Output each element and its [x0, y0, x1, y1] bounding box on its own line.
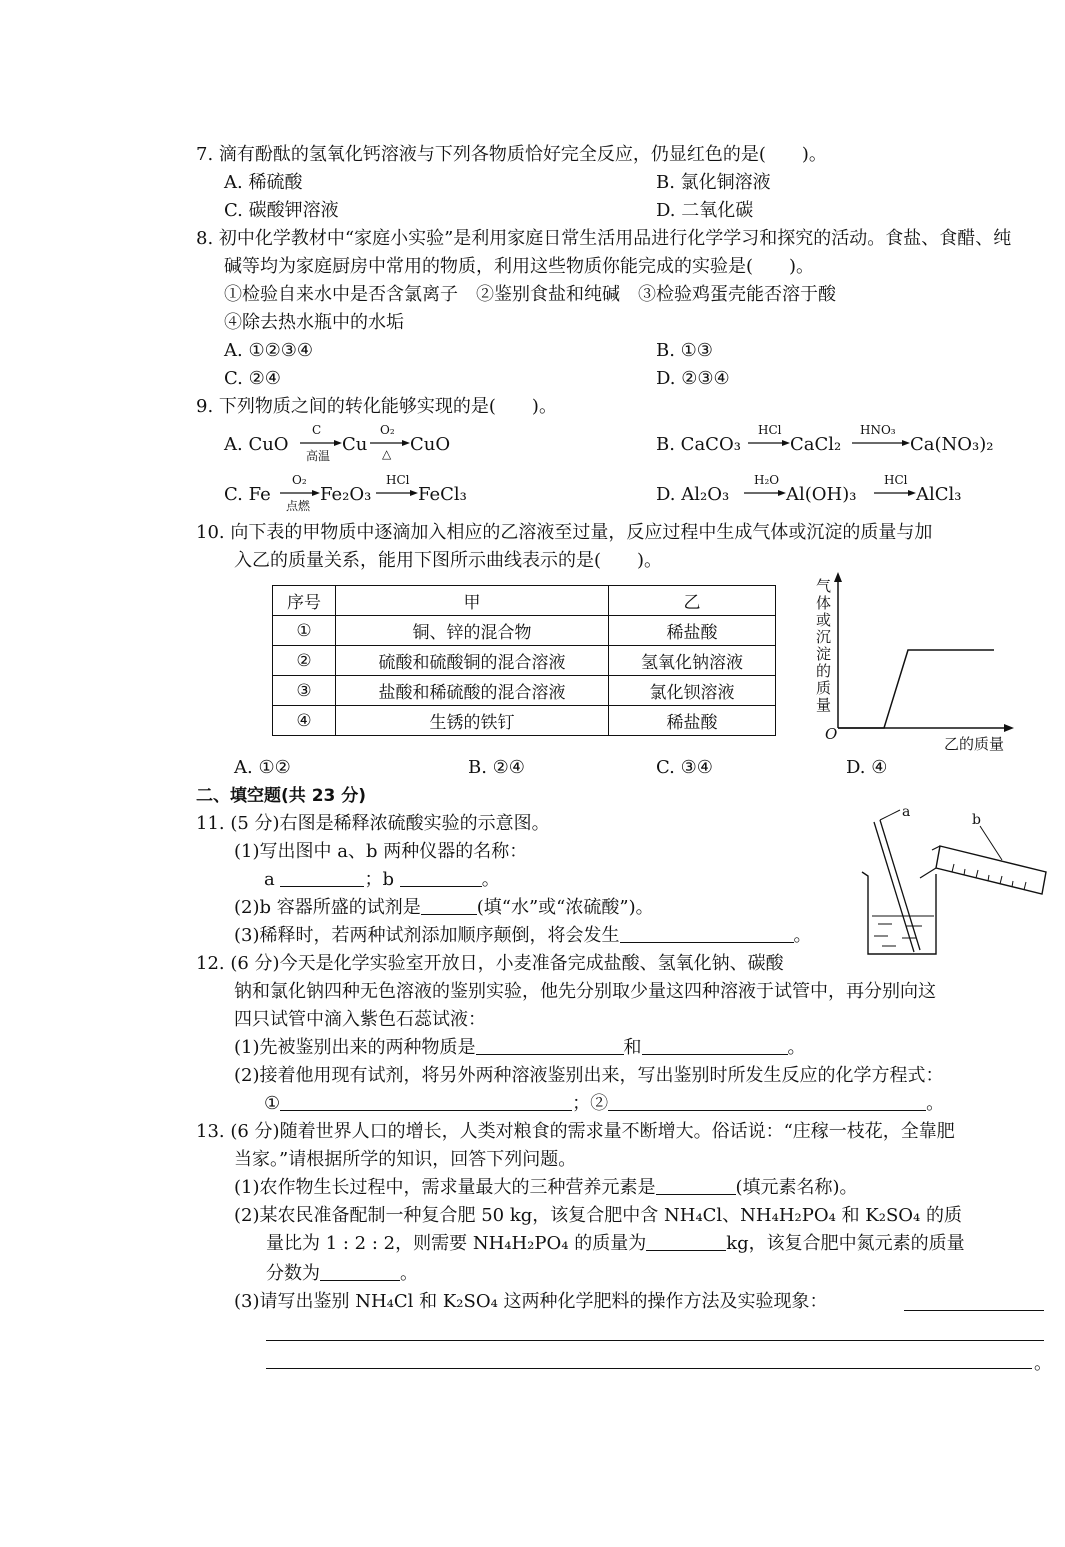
graph-y-label: 气体或沉淀的质量 — [816, 577, 832, 714]
punctuation: 。 — [793, 925, 812, 946]
reaction-arrow-icon — [280, 489, 320, 497]
q7-option-c[interactable]: C. 碳酸钾溶液 — [224, 200, 339, 221]
q11-label-a: a — [264, 869, 275, 890]
q10-option-b[interactable]: B. ②④ — [468, 757, 525, 778]
q9-d-reagent2: HCl — [884, 473, 908, 487]
table-row — [273, 616, 776, 646]
q13-part3: (3)请写出鉴别 NH₄Cl 和 K₂SO₄ 这两种化学肥料的操作方法及实验现象： — [234, 1291, 828, 1312]
answer-blank[interactable] — [476, 1036, 624, 1055]
table-cell: ① — [273, 616, 336, 646]
q9-a-condition1: 高温 — [306, 449, 331, 463]
q9-a-condition2: △ — [382, 447, 392, 461]
q7-option-a[interactable]: A. 稀硫酸 — [224, 172, 303, 193]
q12-stem-line3: 四只试管中滴入紫色石蕊试液： — [234, 1009, 486, 1030]
q9-c-reagent1: O₂ — [292, 473, 307, 487]
q13-part1-text: (1)农作物生长过程中，需求量最大的三种营养元素是 — [234, 1177, 656, 1198]
reaction-arrow-icon — [370, 439, 410, 447]
q8-option-c[interactable]: C. ②④ — [224, 368, 281, 389]
q9-b-end: Ca(NO₃)₂ — [910, 434, 994, 455]
q9-a-label: A. CuO — [224, 434, 289, 455]
answer-blank[interactable] — [646, 1232, 726, 1251]
q9-d-mid: Al(OH)₃ — [786, 484, 857, 505]
q8-option-a[interactable]: A. ①②③④ — [224, 340, 313, 361]
q9-a-reagent1: C — [312, 423, 322, 437]
q9-d-reagent1: H₂O — [754, 473, 780, 487]
q9-b-mid: CaCl₂ — [790, 434, 842, 455]
table-cell: 稀盐酸 — [609, 616, 776, 646]
table-cell: 盐酸和稀硫酸的混合溶液 — [336, 676, 609, 706]
q10-stem-line1: 10. 向下表的甲物质中逐滴加入相应的乙溶液至过量，反应过程中生成气体或沉淀的质量与加 — [196, 522, 933, 543]
answer-blank[interactable] — [320, 1262, 400, 1281]
table-cell: 稀盐酸 — [609, 706, 776, 736]
q9-a-mid: Cu — [342, 434, 368, 455]
q12-part1-text: (1)先被鉴别出来的两种物质是 — [234, 1037, 476, 1058]
table-header: 乙 — [609, 586, 776, 616]
q11-part2-end: (填“水”或“浓硫酸”)。 — [476, 897, 654, 918]
q9-c-reagent2: HCl — [386, 473, 410, 487]
q10-stem-line2: 入乙的质量关系，能用下图所示曲线表示的是( )。 — [234, 550, 663, 571]
q8-option-d[interactable]: D. ②③④ — [656, 368, 730, 389]
table-cell: 铜、锌的混合物 — [336, 616, 609, 646]
q11-part2 — [234, 896, 654, 920]
q8-stem-line1: 8. 初中化学教材中“家庭小实验”是利用家庭日常生活用品进行化学学习和探究的活动。食盐、食醋、纯 — [196, 228, 1012, 249]
table-cell: ② — [273, 646, 336, 676]
q12-stem-line1: 12. (6 分)今天是化学实验室开放日，小麦准备完成盐酸、氢氧化钠、碳酸 — [196, 953, 784, 974]
reaction-arrow-icon — [744, 489, 786, 497]
answer-line[interactable] — [266, 1340, 1044, 1341]
graph-x-label: 乙的质量 — [944, 735, 1005, 753]
q12-stem-line2: 钠和氯化钠四种无色溶液的鉴别实验，他先分别取少量这四种溶液于试管中，再分别向这 — [234, 981, 936, 1002]
punctuation: 。 — [926, 1093, 945, 1114]
answer-blank[interactable] — [421, 896, 477, 915]
q9-c-label: C. Fe — [224, 484, 271, 505]
q13-part2-line2 — [266, 1232, 965, 1256]
q13-part1 — [234, 1176, 858, 1200]
q9-b-reagent2: HNO₃ — [860, 423, 896, 437]
answer-line[interactable] — [904, 1310, 1044, 1311]
q10-option-c[interactable]: C. ③④ — [656, 757, 713, 778]
table-cell: 氯化钡溶液 — [609, 676, 776, 706]
q9-c-mid: Fe₂O₃ — [320, 484, 372, 505]
punctuation: 。 — [787, 1037, 806, 1058]
q9-c-condition1: 点燃 — [286, 499, 311, 513]
q13-stem-line1: 13. (6 分)随着世界人口的增长，人类对粮食的需求量不断增大。俗话说：“庄稼一枝花，全靠肥 — [196, 1121, 955, 1142]
table-header-row — [273, 586, 776, 616]
q10-option-a[interactable]: A. ①② — [234, 757, 291, 778]
q13-part2-text: 量比为 1 : 2 : 2，则需要 NH₄H₂PO₄ 的质量为 — [266, 1233, 647, 1254]
q9-d-label: D. Al₂O₃ — [656, 484, 730, 505]
q11-stem: 11. (5 分)右图是稀释浓硫酸实验的示意图。 — [196, 813, 550, 834]
q11-label-b: ；b — [364, 869, 394, 890]
dilution-apparatus-figure — [852, 804, 1052, 960]
q8-option-b[interactable]: B. ①③ — [656, 340, 713, 361]
q13-part1-end: (填元素名称)。 — [735, 1177, 858, 1198]
graph-origin: O — [825, 725, 838, 743]
q9-stem: 9. 下列物质之间的转化能够实现的是( )。 — [196, 396, 557, 417]
graph-axes — [824, 572, 1014, 736]
reaction-arrow-icon — [874, 489, 916, 497]
graph-curve — [838, 650, 994, 728]
punctuation: 。 — [400, 1263, 418, 1284]
table-row — [273, 706, 776, 736]
answer-blank[interactable] — [642, 1036, 788, 1055]
table-header: 序号 — [273, 586, 336, 616]
answer-blank[interactable] — [620, 924, 794, 943]
reaction-arrow-icon — [748, 439, 790, 447]
q9-c-end: FeCl₃ — [418, 484, 467, 505]
q12-part1 — [234, 1036, 806, 1060]
q9-a-end: CuO — [410, 434, 451, 455]
punctuation: 。 — [1034, 1353, 1052, 1374]
q9-b-label: B. CaCO₃ — [656, 434, 741, 455]
answer-blank[interactable] — [400, 868, 482, 887]
table-cell: ③ — [273, 676, 336, 706]
table-header: 甲 — [336, 586, 609, 616]
q7-stem: 7. 滴有酚酞的氢氧化钙溶液与下列各物质恰好完全反应，仍显红色的是( )。 — [196, 144, 827, 165]
q8-items-line2: ④除去热水瓶中的水垢 — [224, 312, 404, 333]
q12-part2-label2: ；② — [572, 1093, 609, 1114]
q11-part1-answers — [264, 868, 500, 892]
reaction-arrow-icon — [376, 489, 418, 497]
answer-blank[interactable] — [656, 1176, 736, 1195]
q12-part2: (2)接着他用现有试剂，将另外两种溶液鉴别出来，写出鉴别时所发生反应的化学方程式： — [234, 1065, 944, 1086]
figure-label-b: b — [972, 812, 981, 828]
q13-part2-text-end: kg，该复合肥中氮元素的质量 — [726, 1233, 965, 1254]
q12-part2-label1: ① — [264, 1093, 281, 1114]
figure-label-a: a — [902, 804, 911, 820]
q7-option-d[interactable]: D. 二氧化碳 — [656, 200, 754, 221]
q11-part2-text: (2)b 容器所盛的试剂是 — [234, 897, 421, 918]
q12-part2-answers — [264, 1092, 944, 1116]
q9-a-reagent2: O₂ — [380, 423, 395, 437]
q10-table — [272, 585, 776, 736]
q12-part1-and: 和 — [623, 1037, 642, 1058]
reaction-arrow-icon — [300, 439, 342, 447]
q10-option-d[interactable]: D. ④ — [846, 757, 888, 778]
answer-blank[interactable] — [280, 1092, 572, 1111]
q13-part2-text3: 分数为 — [266, 1263, 320, 1284]
q8-items-line1: ①检验自来水中是否含氯离子 ②鉴别食盐和纯碱 ③检验鸡蛋壳能否溶于酸 — [224, 284, 836, 305]
table-cell: 生锈的铁钉 — [336, 706, 609, 736]
section-title: 二、填空题(共 23 分) — [196, 786, 367, 806]
table-cell: ④ — [273, 706, 336, 736]
answer-blank[interactable] — [280, 868, 364, 887]
answer-blank[interactable] — [608, 1092, 926, 1111]
table-row — [273, 676, 776, 706]
q9-b-reagent1: HCl — [758, 423, 782, 437]
q13-stem-line2: 当家。”请根据所学的知识，回答下列问题。 — [234, 1149, 577, 1170]
q11-part3 — [234, 924, 812, 948]
q13-part2-line3 — [266, 1262, 418, 1286]
table-cell: 硫酸和硫酸铜的混合溶液 — [336, 646, 609, 676]
table-row — [273, 646, 776, 676]
q13-part2-line1: (2)某农民准备配制一种复合肥 50 kg，该复合肥中含 NH₄Cl、NH₄H₂PO₄ 和 K₂SO₄ 的质 — [234, 1205, 962, 1226]
answer-line[interactable] — [266, 1368, 1032, 1369]
q9-d-end: AlCl₃ — [916, 484, 962, 505]
table-cell: 氢氧化钠溶液 — [609, 646, 776, 676]
q8-stem-line2: 碱等均为家庭厨房中常用的物质，利用这些物质你能完成的实验是( )。 — [224, 256, 815, 277]
q11-part1: (1)写出图中 a、b 两种仪器的名称： — [234, 841, 528, 862]
q11-part3-text: (3)稀释时，若两种试剂添加顺序颠倒，将会发生 — [234, 925, 620, 946]
q7-option-b[interactable]: B. 氯化铜溶液 — [656, 172, 771, 193]
punctuation: 。 — [481, 869, 500, 890]
reaction-arrow-icon — [852, 439, 910, 447]
